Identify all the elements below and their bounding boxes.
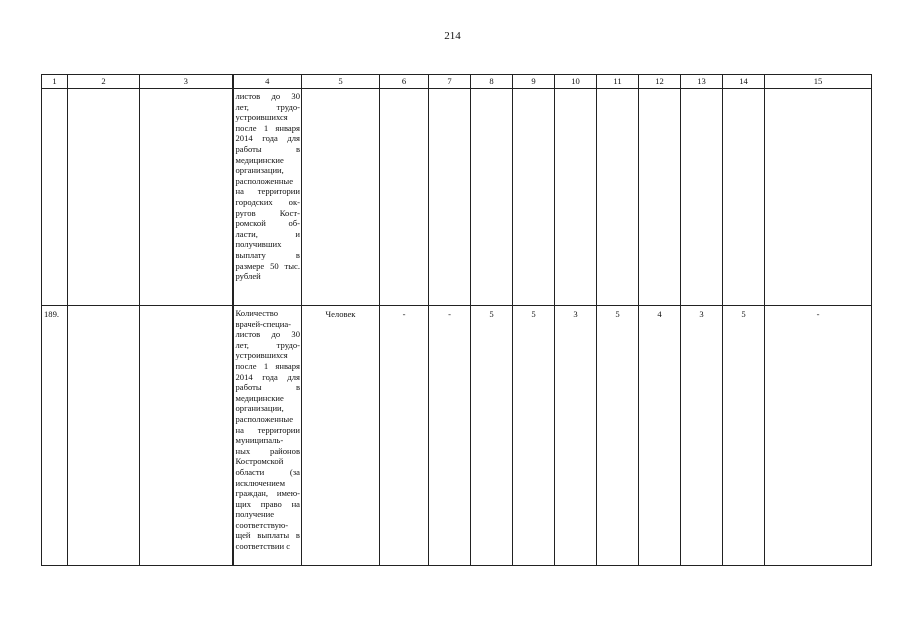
column-header-1: 1 <box>42 75 68 89</box>
indicator-text-line: размере 50 тыс. <box>235 260 300 271</box>
indicator-text-line: лет, трудо- <box>235 101 300 112</box>
value-cell-col-14 <box>723 89 765 306</box>
value-cell-col-9 <box>513 89 555 306</box>
value-text: 3 <box>573 309 578 319</box>
column-header-7: 7 <box>429 75 471 89</box>
row-number <box>42 89 67 92</box>
indicator-text-line: организации, <box>235 165 284 176</box>
indicator-text-line: Костромской <box>235 456 284 467</box>
indicator-text-line: расположенные <box>235 175 294 186</box>
value-text <box>765 89 871 92</box>
column-header-13: 13 <box>681 75 723 89</box>
value-text <box>597 89 638 92</box>
col-2-cell <box>68 89 140 306</box>
col-3-cell <box>140 306 233 566</box>
value-cell-col-10 <box>555 306 597 566</box>
value-text: 4 <box>657 309 662 319</box>
column-header-11: 11 <box>597 75 639 89</box>
indicator-text-line: работы в <box>235 382 300 393</box>
column-header-6: 6 <box>380 75 429 89</box>
indicator-text-line: области (за <box>235 466 300 477</box>
value-cell-col-6 <box>380 306 429 566</box>
value-cell-col-11 <box>597 306 639 566</box>
value-cell-col-6 <box>380 89 429 306</box>
value-cell-col-15 <box>765 89 872 306</box>
value-text: 5 <box>741 309 746 319</box>
column-header-15: 15 <box>765 75 872 89</box>
unit-value <box>302 89 379 92</box>
value-text <box>380 89 428 92</box>
column-header-5: 5 <box>302 75 380 89</box>
value-cell-col-8 <box>471 306 513 566</box>
value-cell-col-7 <box>429 89 471 306</box>
value-text: - <box>816 309 820 319</box>
column-header-4: 4 <box>233 75 302 89</box>
column-header-9: 9 <box>513 75 555 89</box>
value-cell-col-13 <box>681 89 723 306</box>
value-text <box>555 89 596 92</box>
unit-cell <box>302 89 380 306</box>
column-header-14: 14 <box>723 75 765 89</box>
value-text: 5 <box>489 309 494 319</box>
indicator-description-cell <box>233 306 302 566</box>
indicator-text-line: получение <box>235 509 275 520</box>
value-text: 5 <box>531 309 536 319</box>
value-cell-col-7 <box>429 306 471 566</box>
header-row <box>42 75 872 89</box>
indicator-text-line: ругов Кост- <box>235 207 300 218</box>
indicator-text-line: щей выплаты в <box>235 530 300 541</box>
unit-value: Человек <box>325 309 356 319</box>
column-header-3: 3 <box>140 75 233 89</box>
value-text <box>513 89 554 92</box>
data-table <box>41 74 872 566</box>
column-header-8: 8 <box>471 75 513 89</box>
table-row <box>42 89 872 306</box>
row-number-cell <box>42 306 68 566</box>
value-text: 3 <box>699 309 704 319</box>
indicator-text-line: врачей-специа- <box>235 318 292 329</box>
value-text: - <box>402 309 406 319</box>
indicator-text-line: на территории <box>235 186 300 197</box>
column-header-2: 2 <box>68 75 140 89</box>
indicator-text-line: ласти, и <box>235 228 300 239</box>
indicator-text-line: расположенные <box>235 413 294 424</box>
value-cell-col-12 <box>639 89 681 306</box>
column-header-10: 10 <box>555 75 597 89</box>
col-2-cell <box>68 306 140 566</box>
value-cell-col-13 <box>681 306 723 566</box>
indicator-text-line: 2014 года для <box>235 133 300 144</box>
indicator-text-line: устроившихся <box>235 350 288 361</box>
indicator-text-line: соответствую- <box>235 519 289 530</box>
value-cell-col-12 <box>639 306 681 566</box>
value-text <box>429 89 470 92</box>
value-text <box>681 89 722 92</box>
value-text <box>471 89 512 92</box>
row-number-cell <box>42 89 68 306</box>
col-3-cell <box>140 89 233 306</box>
indicator-text-line: исключением <box>235 477 286 488</box>
indicator-text-line: щих право на <box>235 498 300 509</box>
indicator-text-line: после 1 января <box>235 122 300 133</box>
indicator-text-line: листов до 30 <box>235 91 300 101</box>
indicator-text-line: рублей <box>235 271 261 282</box>
table-row <box>42 306 872 566</box>
value-text: - <box>448 309 451 319</box>
value-cell-col-11 <box>597 89 639 306</box>
row-number: 189. <box>44 309 60 319</box>
indicator-text-line: ных районов <box>235 445 300 456</box>
value-text <box>639 89 680 92</box>
indicator-text-line: граждан, имею- <box>235 488 300 499</box>
value-cell-col-8 <box>471 89 513 306</box>
indicator-text-line: на территории <box>235 424 300 435</box>
value-cell-col-14 <box>723 306 765 566</box>
value-cell-col-15 <box>765 306 872 566</box>
indicator-text-line: работы в <box>235 143 300 154</box>
unit-cell <box>302 306 380 566</box>
indicator-text-line: листов до 30 <box>235 329 300 340</box>
indicator-text-line: Количество <box>235 308 279 318</box>
value-text <box>723 89 764 92</box>
value-text: 5 <box>615 309 620 319</box>
column-header-12: 12 <box>639 75 681 89</box>
indicator-text-line: медицинские <box>235 154 284 165</box>
indicator-text-line: медицинские <box>235 392 284 403</box>
indicator-text-line: муниципаль- <box>235 435 284 446</box>
indicator-text-line: выплату в <box>235 249 300 260</box>
indicator-text-line: лет, трудо- <box>235 339 300 350</box>
page-number: 214 <box>444 30 461 42</box>
indicator-text-line: получивших <box>235 239 282 250</box>
value-cell-col-9 <box>513 306 555 566</box>
indicator-text-line: 2014 года для <box>235 371 300 382</box>
indicator-text-line: ромской об- <box>235 218 300 229</box>
indicator-text-line: устроившихся <box>235 112 288 123</box>
indicator-text-line: после 1 января <box>235 360 300 371</box>
indicator-text-line: соответствии с <box>235 541 291 552</box>
indicator-text-line: организации, <box>235 403 284 414</box>
value-cell-col-10 <box>555 89 597 306</box>
indicator-text-line: городских ок- <box>235 196 300 207</box>
indicator-description-cell <box>233 89 302 306</box>
